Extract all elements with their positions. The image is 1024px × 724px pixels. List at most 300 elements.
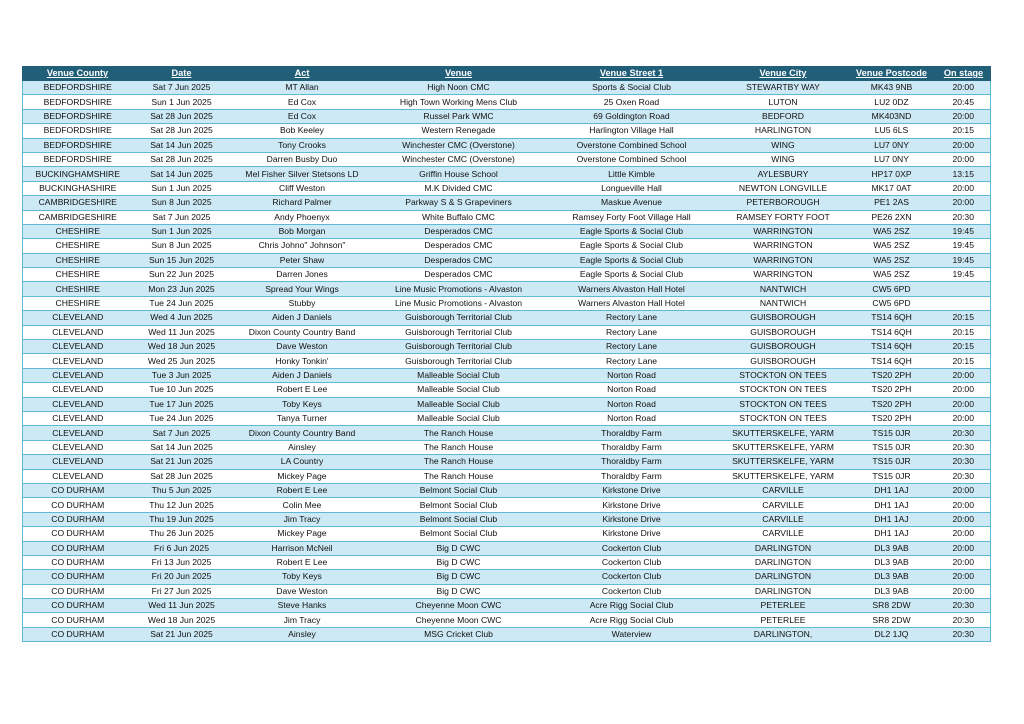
cell-venue-county: CO DURHAM bbox=[23, 555, 133, 569]
cell-venue: Guisborough Territorial Club bbox=[374, 325, 544, 339]
cell-venue-street: Rectory Lane bbox=[544, 311, 720, 325]
cell-on-stage: 20:45 bbox=[937, 95, 991, 109]
table-row bbox=[23, 426, 991, 440]
cell-venue-street: Thoraldby Farm bbox=[544, 455, 720, 469]
cell-venue-county: BEDFORDSHIRE bbox=[23, 109, 133, 123]
cell-date: Sun 8 Jun 2025 bbox=[133, 196, 231, 210]
cell-venue-county: CLEVELAND bbox=[23, 397, 133, 411]
cell-venue-county: CO DURHAM bbox=[23, 541, 133, 555]
cell-venue-city: PETERLEE bbox=[720, 613, 847, 627]
table-row bbox=[23, 411, 991, 425]
cell-date: Sun 22 Jun 2025 bbox=[133, 268, 231, 282]
cell-on-stage: 19:45 bbox=[937, 239, 991, 253]
cell-on-stage: 20:30 bbox=[937, 599, 991, 613]
cell-venue-city: STEWARTBY WAY bbox=[720, 81, 847, 95]
gig-listing-table bbox=[22, 66, 991, 642]
cell-venue-street: Eagle Sports & Social Club bbox=[544, 224, 720, 238]
cell-venue-county: CLEVELAND bbox=[23, 440, 133, 454]
table-row bbox=[23, 627, 991, 641]
cell-on-stage: 20:00 bbox=[937, 555, 991, 569]
cell-venue-county: CO DURHAM bbox=[23, 570, 133, 584]
cell-venue-postcode: DH1 1AJ bbox=[847, 527, 937, 541]
table-row bbox=[23, 81, 991, 95]
table-row bbox=[23, 109, 991, 123]
table-row bbox=[23, 239, 991, 253]
table-row bbox=[23, 613, 991, 627]
cell-venue-postcode: CW5 6PD bbox=[847, 296, 937, 310]
cell-venue-postcode: DH1 1AJ bbox=[847, 512, 937, 526]
cell-venue-city: STOCKTON ON TEES bbox=[720, 383, 847, 397]
cell-on-stage: 20:00 bbox=[937, 109, 991, 123]
cell-venue-city: STOCKTON ON TEES bbox=[720, 368, 847, 382]
cell-venue: Guisborough Territorial Club bbox=[374, 354, 544, 368]
cell-date: Mon 23 Jun 2025 bbox=[133, 282, 231, 296]
cell-venue-postcode: TS15 0JR bbox=[847, 469, 937, 483]
cell-venue-city: SKUTTERSKELFE, YARM bbox=[720, 455, 847, 469]
cell-venue-street: Acre Rigg Social Club bbox=[544, 613, 720, 627]
cell-on-stage: 20:30 bbox=[937, 455, 991, 469]
cell-act: Robert E Lee bbox=[231, 383, 374, 397]
cell-venue-city: CARVILLE bbox=[720, 527, 847, 541]
cell-venue-county: CLEVELAND bbox=[23, 340, 133, 354]
cell-venue: The Ranch House bbox=[374, 455, 544, 469]
cell-act: Darren Busby Duo bbox=[231, 152, 374, 166]
cell-act: Ainsley bbox=[231, 440, 374, 454]
cell-act: Mel Fisher Silver Stetsons LD bbox=[231, 167, 374, 181]
table-row bbox=[23, 599, 991, 613]
cell-on-stage: 20:15 bbox=[937, 124, 991, 138]
cell-on-stage: 20:15 bbox=[937, 325, 991, 339]
cell-venue-county: CLEVELAND bbox=[23, 354, 133, 368]
table-row bbox=[23, 210, 991, 224]
cell-venue-postcode: TS15 0JR bbox=[847, 440, 937, 454]
cell-venue-county: CAMBRIDGESHIRE bbox=[23, 210, 133, 224]
cell-venue: M.K Divided CMC bbox=[374, 181, 544, 195]
cell-venue-street: Eagle Sports & Social Club bbox=[544, 239, 720, 253]
cell-act: Bob Morgan bbox=[231, 224, 374, 238]
cell-venue-street: Norton Road bbox=[544, 411, 720, 425]
cell-venue: Belmont Social Club bbox=[374, 527, 544, 541]
cell-venue-postcode: LU7 0NY bbox=[847, 138, 937, 152]
cell-venue-city: GUISBOROUGH bbox=[720, 325, 847, 339]
cell-venue-postcode: CW5 6PD bbox=[847, 282, 937, 296]
cell-date: Thu 12 Jun 2025 bbox=[133, 498, 231, 512]
cell-venue: Cheyenne Moon CWC bbox=[374, 613, 544, 627]
cell-venue-county: CO DURHAM bbox=[23, 512, 133, 526]
cell-date: Sun 8 Jun 2025 bbox=[133, 239, 231, 253]
col-header-venue-county: Venue County bbox=[23, 67, 133, 81]
cell-venue: Big D CWC bbox=[374, 570, 544, 584]
table-row bbox=[23, 368, 991, 382]
cell-venue: Malleable Social Club bbox=[374, 411, 544, 425]
cell-venue-postcode: WA5 2SZ bbox=[847, 224, 937, 238]
cell-venue-county: BEDFORDSHIRE bbox=[23, 95, 133, 109]
cell-venue-city: WARRINGTON bbox=[720, 224, 847, 238]
cell-venue-postcode: DL3 9AB bbox=[847, 541, 937, 555]
cell-venue-city: DARLINGTON bbox=[720, 584, 847, 598]
cell-on-stage: 20:15 bbox=[937, 311, 991, 325]
cell-act: Ed Cox bbox=[231, 95, 374, 109]
cell-venue-street: Overstone Combined School bbox=[544, 138, 720, 152]
cell-act: LA Country bbox=[231, 455, 374, 469]
cell-date: Sat 21 Jun 2025 bbox=[133, 455, 231, 469]
cell-venue-city: NEWTON LONGVILLE bbox=[720, 181, 847, 195]
cell-on-stage: 20:30 bbox=[937, 210, 991, 224]
cell-date: Tue 10 Jun 2025 bbox=[133, 383, 231, 397]
cell-on-stage: 20:00 bbox=[937, 527, 991, 541]
cell-venue-street: Overstone Combined School bbox=[544, 152, 720, 166]
cell-date: Wed 11 Jun 2025 bbox=[133, 325, 231, 339]
cell-venue-postcode: TS14 6QH bbox=[847, 354, 937, 368]
cell-venue-postcode: LU2 0DZ bbox=[847, 95, 937, 109]
cell-venue: Winchester CMC (Overstone) bbox=[374, 152, 544, 166]
cell-act: Harrison McNeil bbox=[231, 541, 374, 555]
cell-venue-street: Harlington Village Hall bbox=[544, 124, 720, 138]
table-row bbox=[23, 282, 991, 296]
col-header-on-stage: On stage bbox=[937, 67, 991, 81]
cell-act: Aiden J Daniels bbox=[231, 311, 374, 325]
cell-venue-street: Thoraldby Farm bbox=[544, 469, 720, 483]
cell-date: Tue 3 Jun 2025 bbox=[133, 368, 231, 382]
cell-venue-street: Norton Road bbox=[544, 383, 720, 397]
cell-venue-city: WING bbox=[720, 152, 847, 166]
cell-venue: Belmont Social Club bbox=[374, 498, 544, 512]
table-row bbox=[23, 512, 991, 526]
cell-date: Fri 27 Jun 2025 bbox=[133, 584, 231, 598]
cell-venue-street: Ramsey Forty Foot Village Hall bbox=[544, 210, 720, 224]
cell-venue-city: SKUTTERSKELFE, YARM bbox=[720, 440, 847, 454]
cell-date: Wed 11 Jun 2025 bbox=[133, 599, 231, 613]
cell-on-stage: 20:00 bbox=[937, 81, 991, 95]
cell-act: Jim Tracy bbox=[231, 613, 374, 627]
cell-act: Tony Crooks bbox=[231, 138, 374, 152]
table-row bbox=[23, 95, 991, 109]
cell-date: Sun 1 Jun 2025 bbox=[133, 181, 231, 195]
cell-on-stage: 19:45 bbox=[937, 253, 991, 267]
cell-venue: Malleable Social Club bbox=[374, 397, 544, 411]
cell-date: Sat 7 Jun 2025 bbox=[133, 210, 231, 224]
cell-date: Fri 13 Jun 2025 bbox=[133, 555, 231, 569]
cell-date: Fri 6 Jun 2025 bbox=[133, 541, 231, 555]
cell-venue-street: Warners Alvaston Hall Hotel bbox=[544, 282, 720, 296]
cell-date: Sat 14 Jun 2025 bbox=[133, 138, 231, 152]
cell-date: Thu 26 Jun 2025 bbox=[133, 527, 231, 541]
cell-venue-county: CLEVELAND bbox=[23, 426, 133, 440]
cell-venue-city: STOCKTON ON TEES bbox=[720, 397, 847, 411]
table-row bbox=[23, 253, 991, 267]
table-row bbox=[23, 138, 991, 152]
cell-venue-city: WARRINGTON bbox=[720, 253, 847, 267]
cell-venue-postcode: SR8 2DW bbox=[847, 613, 937, 627]
cell-venue-street: Rectory Lane bbox=[544, 354, 720, 368]
cell-venue-county: CAMBRIDGESHIRE bbox=[23, 196, 133, 210]
cell-on-stage: 13:15 bbox=[937, 167, 991, 181]
cell-on-stage: 20:00 bbox=[937, 397, 991, 411]
cell-act: Cliff Weston bbox=[231, 181, 374, 195]
cell-venue-county: CLEVELAND bbox=[23, 469, 133, 483]
table-row bbox=[23, 224, 991, 238]
cell-act: Toby Keys bbox=[231, 397, 374, 411]
table-row bbox=[23, 354, 991, 368]
table-row bbox=[23, 440, 991, 454]
cell-venue-county: CLEVELAND bbox=[23, 455, 133, 469]
cell-date: Fri 20 Jun 2025 bbox=[133, 570, 231, 584]
cell-act: Richard Palmer bbox=[231, 196, 374, 210]
cell-venue-city: CARVILLE bbox=[720, 512, 847, 526]
col-header-date: Date bbox=[133, 67, 231, 81]
table-row bbox=[23, 167, 991, 181]
cell-act: Mickey Page bbox=[231, 469, 374, 483]
cell-venue-county: CO DURHAM bbox=[23, 613, 133, 627]
cell-venue-city: DARLINGTON bbox=[720, 570, 847, 584]
cell-venue-street: 25 Oxen Road bbox=[544, 95, 720, 109]
table-row bbox=[23, 124, 991, 138]
cell-act: Jim Tracy bbox=[231, 512, 374, 526]
cell-venue: White Buffalo CMC bbox=[374, 210, 544, 224]
cell-venue-postcode: TS14 6QH bbox=[847, 325, 937, 339]
cell-venue-postcode: TS15 0JR bbox=[847, 455, 937, 469]
table-row bbox=[23, 340, 991, 354]
cell-date: Sat 7 Jun 2025 bbox=[133, 81, 231, 95]
cell-venue-street: Acre Rigg Social Club bbox=[544, 599, 720, 613]
cell-act: Darren Jones bbox=[231, 268, 374, 282]
cell-venue-street: Warners Alvaston Hall Hotel bbox=[544, 296, 720, 310]
cell-venue-county: CO DURHAM bbox=[23, 627, 133, 641]
table-row bbox=[23, 455, 991, 469]
cell-act: Dixon County Country Band bbox=[231, 426, 374, 440]
cell-venue-street: Kirkstone Drive bbox=[544, 483, 720, 497]
cell-venue: Desperados CMC bbox=[374, 268, 544, 282]
cell-date: Sun 1 Jun 2025 bbox=[133, 95, 231, 109]
cell-date: Sat 21 Jun 2025 bbox=[133, 627, 231, 641]
header-row bbox=[23, 67, 991, 81]
cell-venue-city: GUISBOROUGH bbox=[720, 354, 847, 368]
cell-on-stage: 20:00 bbox=[937, 541, 991, 555]
cell-date: Tue 24 Jun 2025 bbox=[133, 296, 231, 310]
cell-venue-postcode: SR8 2DW bbox=[847, 599, 937, 613]
cell-venue-county: CO DURHAM bbox=[23, 483, 133, 497]
cell-venue: Russel Park WMC bbox=[374, 109, 544, 123]
cell-act: Mickey Page bbox=[231, 527, 374, 541]
cell-date: Sat 14 Jun 2025 bbox=[133, 167, 231, 181]
cell-venue-county: BEDFORDSHIRE bbox=[23, 138, 133, 152]
cell-venue-city: GUISBOROUGH bbox=[720, 311, 847, 325]
cell-on-stage: 20:00 bbox=[937, 368, 991, 382]
cell-venue: Line Music Promotions - Alvaston bbox=[374, 296, 544, 310]
cell-venue-city: DARLINGTON bbox=[720, 555, 847, 569]
cell-on-stage: 20:15 bbox=[937, 354, 991, 368]
cell-venue-city: AYLESBURY bbox=[720, 167, 847, 181]
cell-venue: Cheyenne Moon CWC bbox=[374, 599, 544, 613]
col-header-venue-postcode: Venue Postcode bbox=[847, 67, 937, 81]
cell-on-stage: 19:45 bbox=[937, 224, 991, 238]
cell-venue-county: CO DURHAM bbox=[23, 599, 133, 613]
cell-venue-postcode: DH1 1AJ bbox=[847, 498, 937, 512]
table-row bbox=[23, 196, 991, 210]
cell-venue: The Ranch House bbox=[374, 440, 544, 454]
cell-venue-street: Kirkstone Drive bbox=[544, 498, 720, 512]
cell-venue-city: WARRINGTON bbox=[720, 268, 847, 282]
cell-venue: Big D CWC bbox=[374, 584, 544, 598]
cell-act: Honky Tonkin' bbox=[231, 354, 374, 368]
table-row bbox=[23, 483, 991, 497]
cell-act: Dave Weston bbox=[231, 584, 374, 598]
col-header-venue-street: Venue Street 1 bbox=[544, 67, 720, 81]
cell-venue-county: CLEVELAND bbox=[23, 311, 133, 325]
cell-act: Spread Your Wings bbox=[231, 282, 374, 296]
cell-venue-city: CARVILLE bbox=[720, 498, 847, 512]
cell-on-stage: 20:00 bbox=[937, 181, 991, 195]
cell-on-stage: 20:30 bbox=[937, 627, 991, 641]
cell-venue-city: PETERBOROUGH bbox=[720, 196, 847, 210]
cell-venue-city: WING bbox=[720, 138, 847, 152]
cell-act: Toby Keys bbox=[231, 570, 374, 584]
cell-venue-postcode: TS20 2PH bbox=[847, 411, 937, 425]
cell-on-stage: 20:00 bbox=[937, 138, 991, 152]
cell-on-stage: 19:45 bbox=[937, 268, 991, 282]
cell-venue-city: HARLINGTON bbox=[720, 124, 847, 138]
cell-on-stage: 20:00 bbox=[937, 512, 991, 526]
table-row bbox=[23, 397, 991, 411]
cell-venue-postcode: DL3 9AB bbox=[847, 570, 937, 584]
cell-venue-city: RAMSEY FORTY FOOT bbox=[720, 210, 847, 224]
cell-venue-county: BEDFORDSHIRE bbox=[23, 124, 133, 138]
cell-venue: The Ranch House bbox=[374, 426, 544, 440]
table-row bbox=[23, 541, 991, 555]
cell-on-stage: 20:00 bbox=[937, 411, 991, 425]
cell-venue-county: CHESHIRE bbox=[23, 253, 133, 267]
cell-venue-city: NANTWICH bbox=[720, 282, 847, 296]
cell-venue-postcode: LU7 0NY bbox=[847, 152, 937, 166]
cell-venue-street: Cockerton Club bbox=[544, 570, 720, 584]
cell-venue-postcode: PE26 2XN bbox=[847, 210, 937, 224]
cell-act: Dixon County Country Band bbox=[231, 325, 374, 339]
cell-on-stage bbox=[937, 282, 991, 296]
cell-venue-county: CHESHIRE bbox=[23, 224, 133, 238]
cell-venue-street: Cockerton Club bbox=[544, 584, 720, 598]
cell-venue: Parkway S & S Grapeviners bbox=[374, 196, 544, 210]
cell-act: Steve Hanks bbox=[231, 599, 374, 613]
cell-date: Wed 18 Jun 2025 bbox=[133, 613, 231, 627]
cell-venue-postcode: WA5 2SZ bbox=[847, 239, 937, 253]
col-header-venue-city: Venue City bbox=[720, 67, 847, 81]
cell-venue-county: CO DURHAM bbox=[23, 527, 133, 541]
cell-act: Aiden J Daniels bbox=[231, 368, 374, 382]
cell-on-stage: 20:00 bbox=[937, 152, 991, 166]
table-row bbox=[23, 268, 991, 282]
cell-venue-city: SKUTTERSKELFE, YARM bbox=[720, 469, 847, 483]
cell-date: Sun 15 Jun 2025 bbox=[133, 253, 231, 267]
cell-act: Bob Keeley bbox=[231, 124, 374, 138]
cell-date: Sat 28 Jun 2025 bbox=[133, 469, 231, 483]
cell-venue: Western Renegade bbox=[374, 124, 544, 138]
cell-venue-county: BEDFORDSHIRE bbox=[23, 152, 133, 166]
cell-on-stage: 20:00 bbox=[937, 383, 991, 397]
cell-act: Chris Johno" Johnson" bbox=[231, 239, 374, 253]
cell-venue: Belmont Social Club bbox=[374, 483, 544, 497]
cell-venue-postcode: MK403ND bbox=[847, 109, 937, 123]
table-row bbox=[23, 181, 991, 195]
cell-on-stage: 20:00 bbox=[937, 483, 991, 497]
cell-venue-street: Kirkstone Drive bbox=[544, 512, 720, 526]
cell-on-stage: 20:00 bbox=[937, 584, 991, 598]
cell-venue-county: CHESHIRE bbox=[23, 282, 133, 296]
cell-venue-city: CARVILLE bbox=[720, 483, 847, 497]
cell-act: Ainsley bbox=[231, 627, 374, 641]
cell-venue: High Town Working Mens Club bbox=[374, 95, 544, 109]
cell-venue-postcode: TS20 2PH bbox=[847, 368, 937, 382]
cell-venue: The Ranch House bbox=[374, 469, 544, 483]
cell-date: Sat 28 Jun 2025 bbox=[133, 124, 231, 138]
col-header-act: Act bbox=[231, 67, 374, 81]
cell-act: Peter Shaw bbox=[231, 253, 374, 267]
cell-venue: MSG Cricket Club bbox=[374, 627, 544, 641]
cell-venue-county: BUCKINGHASHIRE bbox=[23, 181, 133, 195]
cell-venue-street: Waterview bbox=[544, 627, 720, 641]
cell-venue-county: CLEVELAND bbox=[23, 383, 133, 397]
cell-venue-street: Eagle Sports & Social Club bbox=[544, 253, 720, 267]
table-row bbox=[23, 555, 991, 569]
cell-venue-street: Thoraldby Farm bbox=[544, 440, 720, 454]
cell-venue-city: WARRINGTON bbox=[720, 239, 847, 253]
cell-act: MT Allan bbox=[231, 81, 374, 95]
cell-on-stage: 20:00 bbox=[937, 570, 991, 584]
table-row bbox=[23, 152, 991, 166]
cell-date: Wed 4 Jun 2025 bbox=[133, 311, 231, 325]
cell-venue-postcode: TS20 2PH bbox=[847, 383, 937, 397]
cell-venue-street: Maskue Avenue bbox=[544, 196, 720, 210]
cell-venue-county: CLEVELAND bbox=[23, 368, 133, 382]
cell-on-stage: 20:30 bbox=[937, 613, 991, 627]
cell-on-stage: 20:30 bbox=[937, 440, 991, 454]
cell-venue: Desperados CMC bbox=[374, 239, 544, 253]
cell-venue: Desperados CMC bbox=[374, 224, 544, 238]
cell-venue-city: NANTWICH bbox=[720, 296, 847, 310]
cell-date: Sat 28 Jun 2025 bbox=[133, 152, 231, 166]
cell-date: Thu 5 Jun 2025 bbox=[133, 483, 231, 497]
cell-venue-postcode: TS15 0JR bbox=[847, 426, 937, 440]
cell-on-stage: 20:00 bbox=[937, 498, 991, 512]
cell-act: Stubby bbox=[231, 296, 374, 310]
cell-venue-street: 69 Goldington Road bbox=[544, 109, 720, 123]
cell-venue-postcode: WA5 2SZ bbox=[847, 253, 937, 267]
col-header-venue: Venue bbox=[374, 67, 544, 81]
cell-venue-county: CLEVELAND bbox=[23, 325, 133, 339]
table-row bbox=[23, 296, 991, 310]
cell-act: Colin Mee bbox=[231, 498, 374, 512]
cell-venue: High Noon CMC bbox=[374, 81, 544, 95]
cell-venue-street: Rectory Lane bbox=[544, 325, 720, 339]
cell-act: Robert E Lee bbox=[231, 555, 374, 569]
cell-venue-postcode: HP17 0XP bbox=[847, 167, 937, 181]
cell-venue-postcode: MK17 0AT bbox=[847, 181, 937, 195]
cell-venue-city: GUISBOROUGH bbox=[720, 340, 847, 354]
cell-act: Dave Weston bbox=[231, 340, 374, 354]
cell-venue-street: Norton Road bbox=[544, 397, 720, 411]
cell-venue-postcode: DL3 9AB bbox=[847, 584, 937, 598]
cell-venue-postcode: MK43 9NB bbox=[847, 81, 937, 95]
cell-venue-postcode: TS14 6QH bbox=[847, 311, 937, 325]
cell-venue-city: PETERLEE bbox=[720, 599, 847, 613]
cell-venue-city: STOCKTON ON TEES bbox=[720, 411, 847, 425]
cell-venue: Big D CWC bbox=[374, 555, 544, 569]
cell-on-stage: 20:30 bbox=[937, 426, 991, 440]
cell-venue-street: Eagle Sports & Social Club bbox=[544, 268, 720, 282]
cell-venue-county: CO DURHAM bbox=[23, 498, 133, 512]
cell-venue-postcode: DL2 1JQ bbox=[847, 627, 937, 641]
table-row bbox=[23, 311, 991, 325]
cell-venue-street: Little Kimble bbox=[544, 167, 720, 181]
